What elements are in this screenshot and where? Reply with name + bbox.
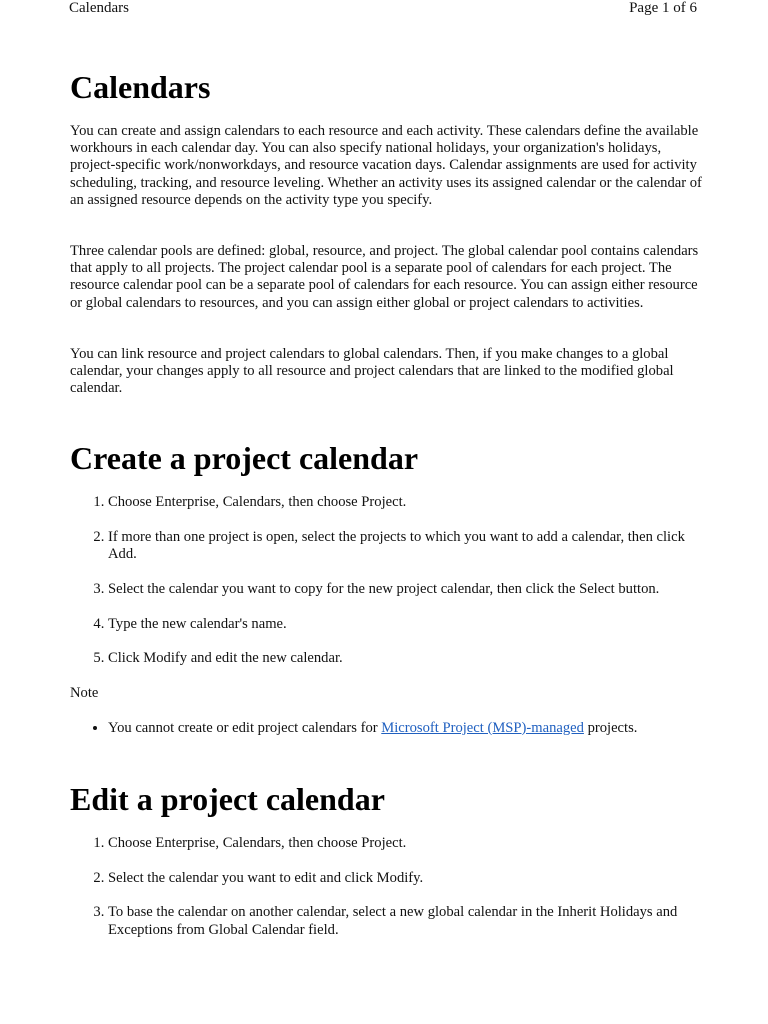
create-step-3: 3. Select the calendar you want to copy for the new project calendar, then click the Select button. xyxy=(108,581,710,598)
edit-step-2: 2. Select the calendar you want to edit and click Modify. xyxy=(108,870,710,887)
create-step-4: 4. Type the new calendar's name. xyxy=(108,616,710,633)
intro-paragraph-1: You can create and assign calendars to each resource and each activity. These calendars define the available workhours in each calendar day. You can also specify national holidays, your organization's holidays, project-specific work/nonworkdays, and resource vacation days. Calendar assignments are used for activity scheduling, tracking, and resource leveling. Whether an activity uses its assigned calendar or the calendar of an assigned resource depends on the activity type you specify. xyxy=(70,123,702,208)
edit-step-1: 1. Choose Enterprise, Calendars, then choose Project. xyxy=(108,835,710,852)
note-item xyxy=(108,720,710,737)
note-text-after: projects. xyxy=(583,719,638,736)
edit-steps-list xyxy=(70,835,710,939)
create-step-5: 5. Click Modify and edit the new calendar. xyxy=(108,650,710,667)
header-page-number: Page 1 of 6 xyxy=(629,0,697,16)
intro-paragraph-2: Three calendar pools are defined: global, resource, and project. The global calendar pool contains calendars that apply to all projects. The project calendar pool is a separate pool of calendars for each project. The resource calendar pool can be a separate pool of calendars for each resource. You can assign either resource or global calendars to resources, and you can assign either global or project calendars to activities. xyxy=(70,243,699,311)
document-body xyxy=(70,68,710,939)
intro-paragraph-3: You can link resource and project calendars to global calendars. Then, if you make changes to a global calendar, your changes apply to all resource and project calendars that are linked to the modified global calendar. xyxy=(70,345,674,397)
page-header xyxy=(0,0,768,20)
note-text-before: You cannot create or edit project calendars for xyxy=(108,719,382,736)
note-label: Note xyxy=(70,685,99,702)
heading-create-project-calendar: Create a project calendar xyxy=(70,440,419,477)
create-step-2: 2. If more than one project is open, select the projects to which you want to add a calendar, then click Add. xyxy=(108,529,710,563)
create-steps-list xyxy=(70,494,710,667)
create-step-1: 1. Choose Enterprise, Calendars, then choose Project. xyxy=(108,494,710,511)
note-list xyxy=(70,720,710,737)
heading-calendars: Calendars xyxy=(70,69,211,105)
msp-managed-link[interactable]: Microsoft Project (MSP)-managed xyxy=(381,719,584,736)
edit-step-3: 3. To base the calendar on another calendar, select a new global calendar in the Inherit Holidays and Exceptions from Global Calendar field. xyxy=(108,904,710,938)
heading-edit-project-calendar: Edit a project calendar xyxy=(70,781,385,818)
header-doc-title: Calendars xyxy=(69,0,129,16)
